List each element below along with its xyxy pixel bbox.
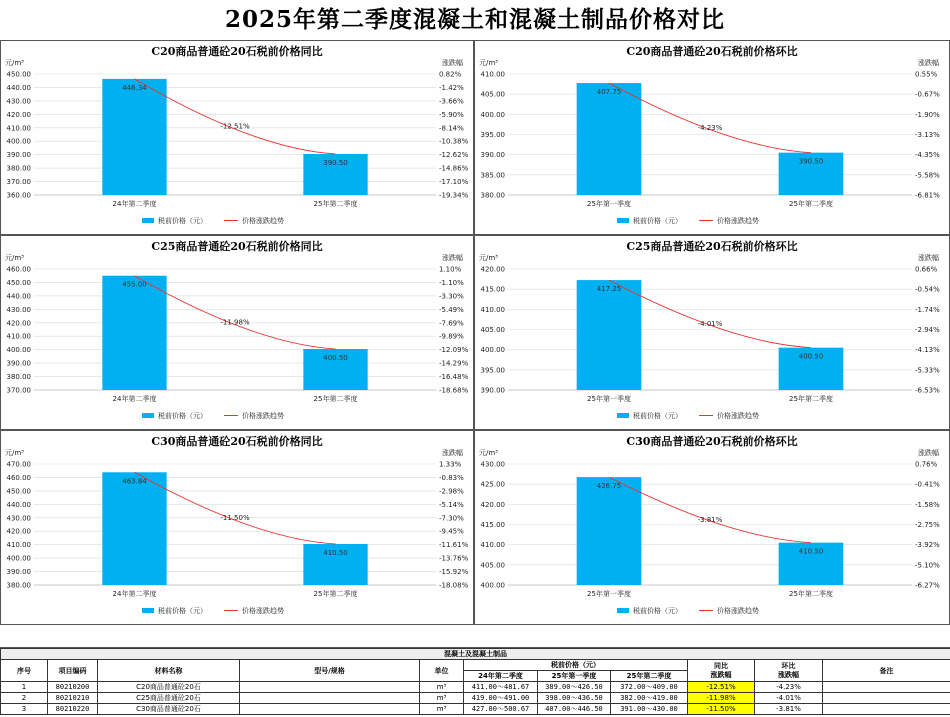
- x-tick-label: 24年第二季度: [113, 199, 157, 208]
- y-tick-label: 410.00: [481, 71, 506, 79]
- y-tick-label: 370.00: [7, 178, 32, 186]
- y-tick-label: 460.00: [7, 266, 32, 274]
- chart-c30-yoy: [0, 430, 474, 625]
- y2-tick-label: -12.09%: [439, 346, 469, 354]
- chart-svg: [475, 41, 949, 234]
- y-tick-label: 380.00: [7, 373, 32, 381]
- col-header-q25-1: 25年第一季度: [538, 671, 611, 682]
- bar-value-label: 390.50: [799, 158, 824, 166]
- x-tick-label: 25年第二季度: [314, 199, 358, 208]
- y-axis-label-left: 元/m³: [5, 59, 24, 67]
- chart-title: C25商品普通砼20石税前价格环比: [626, 239, 797, 253]
- legend-bar-label: 税前价格（元）: [633, 411, 682, 420]
- y-tick-label: 385.00: [481, 171, 506, 179]
- y-tick-label: 390.00: [481, 387, 506, 395]
- bar: [102, 472, 166, 585]
- cell-note: [823, 704, 950, 715]
- y-tick-label: 440.00: [7, 84, 32, 92]
- y-axis-label-right: 涨跌幅: [442, 58, 463, 67]
- cell-yoy: -12.51%: [688, 682, 755, 693]
- qoq-header-line2: 涨跌幅: [778, 671, 799, 679]
- y2-tick-label: -8.14%: [439, 124, 464, 132]
- x-tick-label: 25年第二季度: [789, 589, 833, 598]
- y2-tick-label: -4.13%: [915, 346, 940, 354]
- cell-spec: [240, 682, 420, 693]
- x-tick-label: 25年第一季度: [587, 199, 631, 208]
- cell-spec: [240, 704, 420, 715]
- y-tick-label: 380.00: [481, 192, 506, 200]
- table-title: 混凝土及混凝土制品: [1, 649, 950, 660]
- y-tick-label: 415.00: [481, 521, 506, 529]
- y-tick-label: 400.00: [7, 138, 32, 146]
- bar-value-label: 417.25: [597, 285, 622, 293]
- col-header-qoq: [755, 660, 823, 682]
- cell-name: C25商品普通砼20石: [98, 693, 240, 704]
- y-tick-label: 450.00: [7, 279, 32, 287]
- y2-tick-label: -11.61%: [439, 541, 469, 549]
- y-tick-label: 430.00: [7, 97, 32, 105]
- y2-tick-label: -0.83%: [439, 474, 464, 482]
- chart-svg: [1, 236, 473, 429]
- chart-svg: [475, 236, 949, 429]
- y-axis-label-left: 元/m³: [5, 254, 24, 262]
- y-tick-label: 440.00: [7, 292, 32, 300]
- y2-tick-label: -3.92%: [915, 541, 940, 549]
- y2-tick-label: -5.14%: [439, 501, 464, 509]
- page-title: 2025年第二季度混凝土和混凝土制品价格对比: [0, 0, 950, 40]
- y-tick-label: 410.00: [481, 541, 506, 549]
- chart-c20-qoq: [474, 40, 950, 235]
- y2-tick-label: -3.30%: [439, 292, 464, 300]
- y-tick-label: 395.00: [481, 131, 506, 139]
- y-tick-label: 450.00: [7, 487, 32, 495]
- bar-value-label: 463.84: [122, 477, 147, 485]
- qoq-header-line1: 环比: [782, 662, 796, 670]
- cell-q25-2: 391.00～430.00: [611, 704, 688, 715]
- y2-tick-label: -0.67%: [915, 91, 940, 99]
- y-tick-label: 430.00: [7, 514, 32, 522]
- y-tick-label: 430.00: [7, 306, 32, 314]
- y-tick-label: 460.00: [7, 474, 32, 482]
- bar-value-label: 426.75: [597, 482, 622, 490]
- legend-bar-label: 税前价格（元）: [158, 411, 207, 420]
- table-row: [1, 704, 950, 715]
- y-tick-label: 415.00: [481, 286, 506, 294]
- x-tick-label: 25年第一季度: [587, 589, 631, 598]
- y2-tick-label: -6.27%: [915, 582, 940, 590]
- y2-tick-label: -18.68%: [439, 387, 469, 395]
- y2-tick-label: -4.35%: [915, 151, 940, 159]
- yoy-header-line1: 同比: [714, 662, 728, 670]
- bar-value-label: 410.50: [323, 549, 348, 557]
- y2-tick-label: 0.82%: [439, 71, 462, 79]
- legend-line-label: 价格涨跌趋势: [717, 411, 759, 420]
- y-axis-label-right: 涨跌幅: [918, 253, 939, 262]
- legend-line-label: 价格涨跌趋势: [242, 411, 284, 420]
- bar: [577, 83, 642, 195]
- y-tick-label: 390.00: [7, 568, 32, 576]
- y2-tick-label: -2.75%: [915, 521, 940, 529]
- y-tick-label: 400.00: [481, 346, 506, 354]
- x-tick-label: 25年第二季度: [314, 394, 358, 403]
- trend-label: -4.01%: [698, 320, 723, 328]
- col-header-q25-2: 25年第二季度: [611, 671, 688, 682]
- y2-tick-label: -19.34%: [439, 192, 469, 200]
- y-axis-label-right: 涨跌幅: [442, 448, 463, 457]
- legend-bar-swatch: [617, 608, 629, 613]
- bar-value-label: 410.50: [799, 548, 824, 556]
- y2-tick-label: -5.90%: [439, 111, 464, 119]
- cell-spec: [240, 693, 420, 704]
- chart-title: C30商品普通砼20石税前价格同比: [151, 434, 322, 448]
- legend-bar-swatch: [617, 218, 629, 223]
- price-table: [0, 648, 950, 715]
- col-header-price-group: 税前价格（元）: [464, 660, 688, 671]
- y2-tick-label: -1.58%: [915, 501, 940, 509]
- col-header-q24: 24年第二季度: [464, 671, 538, 682]
- bar: [102, 79, 166, 195]
- cell-q25-1: 389.00～426.50: [538, 682, 611, 693]
- y2-tick-label: -3.13%: [915, 131, 940, 139]
- cell-unit: m³: [420, 704, 464, 715]
- cell-yoy: -11.50%: [688, 704, 755, 715]
- y-tick-label: 380.00: [7, 165, 32, 173]
- y-axis-label-right: 涨跌幅: [918, 448, 939, 457]
- cell-index: 2: [1, 693, 48, 704]
- y-axis-label-left: 元/m³: [479, 449, 498, 457]
- cell-name: C30商品普通砼20石: [98, 704, 240, 715]
- cell-q24: 419.00～491.00: [464, 693, 538, 704]
- cell-qoq: -3.81%: [755, 704, 823, 715]
- y2-tick-label: -16.48%: [439, 373, 469, 381]
- price-table-area: [0, 647, 950, 717]
- chart-c25-qoq: [474, 235, 950, 430]
- y2-tick-label: -5.49%: [439, 306, 464, 314]
- y-axis-label-right: 涨跌幅: [442, 253, 463, 262]
- y-tick-label: 410.00: [7, 333, 32, 341]
- y2-tick-label: -10.38%: [439, 138, 469, 146]
- cell-unit: m³: [420, 693, 464, 704]
- y2-tick-label: -7.30%: [439, 514, 464, 522]
- y2-tick-label: -17.10%: [439, 178, 469, 186]
- cell-code: 80210220: [48, 704, 98, 715]
- cell-code: 80210200: [48, 682, 98, 693]
- y-tick-label: 360.00: [7, 192, 32, 200]
- y2-tick-label: -14.86%: [439, 165, 469, 173]
- y-tick-label: 400.00: [7, 555, 32, 563]
- y2-tick-label: 0.76%: [915, 461, 938, 469]
- trend-label: -4.23%: [698, 124, 723, 132]
- y-tick-label: 420.00: [7, 111, 32, 119]
- chart-c20-yoy: [0, 40, 474, 235]
- y2-tick-label: 0.55%: [915, 71, 938, 79]
- legend-line-label: 价格涨跌趋势: [242, 216, 284, 225]
- trend-label: -11.50%: [220, 514, 250, 522]
- cell-index: 1: [1, 682, 48, 693]
- y-tick-label: 450.00: [7, 71, 32, 79]
- cell-yoy: -11.98%: [688, 693, 755, 704]
- y-tick-label: 400.00: [481, 111, 506, 119]
- cell-note: [823, 693, 950, 704]
- x-tick-label: 25年第二季度: [789, 394, 833, 403]
- col-header-name: 材料名称: [98, 660, 240, 682]
- y-tick-label: 430.00: [481, 461, 506, 469]
- y2-tick-label: -1.90%: [915, 111, 940, 119]
- y-tick-label: 405.00: [481, 326, 506, 334]
- y-tick-label: 410.00: [7, 124, 32, 132]
- chart-title: C20商品普通砼20石税前价格环比: [626, 44, 797, 58]
- col-header-unit: 单位: [420, 660, 464, 682]
- table-row: [1, 693, 950, 704]
- y-tick-label: 405.00: [481, 561, 506, 569]
- y2-tick-label: -7.69%: [439, 319, 464, 327]
- y-tick-label: 395.00: [481, 366, 506, 374]
- y-tick-label: 410.00: [7, 541, 32, 549]
- y-tick-label: 420.00: [7, 528, 32, 536]
- bar-value-label: 400.50: [323, 354, 348, 362]
- y2-tick-label: -0.41%: [915, 481, 940, 489]
- y-tick-label: 420.00: [7, 319, 32, 327]
- chart-c30-qoq: [474, 430, 950, 625]
- y2-tick-label: -1.10%: [439, 279, 464, 287]
- chart-c25-yoy: [0, 235, 474, 430]
- table-row: [1, 682, 950, 693]
- y2-tick-label: -9.89%: [439, 333, 464, 341]
- legend-bar-swatch: [142, 608, 154, 613]
- col-header-yoy: [688, 660, 755, 682]
- y2-tick-label: -5.10%: [915, 561, 940, 569]
- y2-tick-label: -1.74%: [915, 306, 940, 314]
- trend-label: -12.51%: [220, 122, 250, 130]
- y-axis-label-left: 元/m³: [5, 449, 24, 457]
- y2-tick-label: -6.53%: [915, 387, 940, 395]
- y2-tick-label: -1.42%: [439, 84, 464, 92]
- col-header-index: 序号: [1, 660, 48, 682]
- y2-tick-label: -15.92%: [439, 568, 469, 576]
- y-axis-label-right: 涨跌幅: [918, 58, 939, 67]
- y-tick-label: 400.00: [7, 346, 32, 354]
- legend-bar-swatch: [142, 218, 154, 223]
- x-tick-label: 24年第二季度: [113, 394, 157, 403]
- y-tick-label: 420.00: [481, 501, 506, 509]
- legend-line-label: 价格涨跌趋势: [717, 606, 759, 615]
- y-tick-label: 410.00: [481, 306, 506, 314]
- y2-tick-label: -18.08%: [439, 582, 469, 590]
- y2-tick-label: -5.33%: [915, 366, 940, 374]
- chart-svg: [1, 431, 473, 624]
- legend-line-label: 价格涨跌趋势: [717, 216, 759, 225]
- y2-tick-label: 1.10%: [439, 266, 462, 274]
- yoy-header-line2: 涨跌幅: [711, 671, 732, 679]
- cell-q25-1: 407.00～446.50: [538, 704, 611, 715]
- x-tick-label: 25年第一季度: [587, 394, 631, 403]
- y2-tick-label: -14.29%: [439, 360, 469, 368]
- y-tick-label: 390.00: [7, 151, 32, 159]
- bar-value-label: 407.75: [597, 88, 622, 96]
- trend-label: -11.98%: [220, 318, 250, 326]
- x-tick-label: 25年第二季度: [789, 199, 833, 208]
- col-header-note: 备注: [823, 660, 950, 682]
- cell-code: 80210210: [48, 693, 98, 704]
- legend-bar-label: 税前价格（元）: [158, 606, 207, 615]
- bar-value-label: 390.50: [323, 159, 348, 167]
- y2-tick-label: -0.54%: [915, 286, 940, 294]
- y-tick-label: 425.00: [481, 481, 506, 489]
- cell-qoq: -4.01%: [755, 693, 823, 704]
- y2-tick-label: 1.33%: [439, 461, 462, 469]
- bar-value-label: 446.34: [122, 84, 147, 92]
- y-axis-label-left: 元/m³: [479, 254, 498, 262]
- bar: [577, 280, 642, 390]
- y-tick-label: 390.00: [481, 151, 506, 159]
- y2-tick-label: -12.62%: [439, 151, 469, 159]
- y2-tick-label: -13.76%: [439, 555, 469, 563]
- legend-bar-label: 税前价格（元）: [158, 216, 207, 225]
- legend-bar-label: 税前价格（元）: [633, 606, 682, 615]
- cell-q25-2: 382.00～419.00: [611, 693, 688, 704]
- y-tick-label: 440.00: [7, 501, 32, 509]
- x-tick-label: 25年第二季度: [314, 589, 358, 598]
- y2-tick-label: -6.81%: [915, 192, 940, 200]
- y-tick-label: 380.00: [7, 582, 32, 590]
- cell-note: [823, 682, 950, 693]
- cell-q24: 411.00～481.67: [464, 682, 538, 693]
- cell-q25-1: 398.00～436.50: [538, 693, 611, 704]
- x-tick-label: 24年第二季度: [113, 589, 157, 598]
- trend-label: -3.81%: [698, 516, 723, 524]
- chart-title: C25商品普通砼20石税前价格同比: [151, 239, 322, 253]
- y2-tick-label: -3.66%: [439, 97, 464, 105]
- legend-line-label: 价格涨跌趋势: [242, 606, 284, 615]
- y-axis-label-left: 元/m³: [479, 59, 498, 67]
- y2-tick-label: -9.45%: [439, 528, 464, 536]
- col-header-code: 项目编码: [48, 660, 98, 682]
- legend-bar-swatch: [142, 413, 154, 418]
- bar: [102, 276, 166, 390]
- bar: [577, 477, 642, 585]
- cell-name: C20商品普通砼20石: [98, 682, 240, 693]
- bar-value-label: 400.50: [799, 353, 824, 361]
- y2-tick-label: -2.94%: [915, 326, 940, 334]
- y-tick-label: 405.00: [481, 91, 506, 99]
- y2-tick-label: 0.66%: [915, 266, 938, 274]
- chart-svg: [475, 431, 949, 624]
- legend-bar-swatch: [617, 413, 629, 418]
- cell-q24: 427.00～500.67: [464, 704, 538, 715]
- y-tick-label: 400.00: [481, 582, 506, 590]
- cell-q25-2: 372.00～409.00: [611, 682, 688, 693]
- y-tick-label: 420.00: [481, 266, 506, 274]
- bar-value-label: 455.00: [122, 281, 147, 289]
- cell-index: 3: [1, 704, 48, 715]
- y2-tick-label: -2.98%: [439, 487, 464, 495]
- legend-bar-label: 税前价格（元）: [633, 216, 682, 225]
- cell-qoq: -4.23%: [755, 682, 823, 693]
- chart-title: C30商品普通砼20石税前价格环比: [626, 434, 797, 448]
- y2-tick-label: -5.58%: [915, 171, 940, 179]
- cell-unit: m³: [420, 682, 464, 693]
- chart-svg: [1, 41, 473, 234]
- chart-title: C20商品普通砼20石税前价格同比: [151, 44, 322, 58]
- y-tick-label: 470.00: [7, 461, 32, 469]
- col-header-spec: 型号/规格: [240, 660, 420, 682]
- y-tick-label: 370.00: [7, 387, 32, 395]
- y-tick-label: 390.00: [7, 360, 32, 368]
